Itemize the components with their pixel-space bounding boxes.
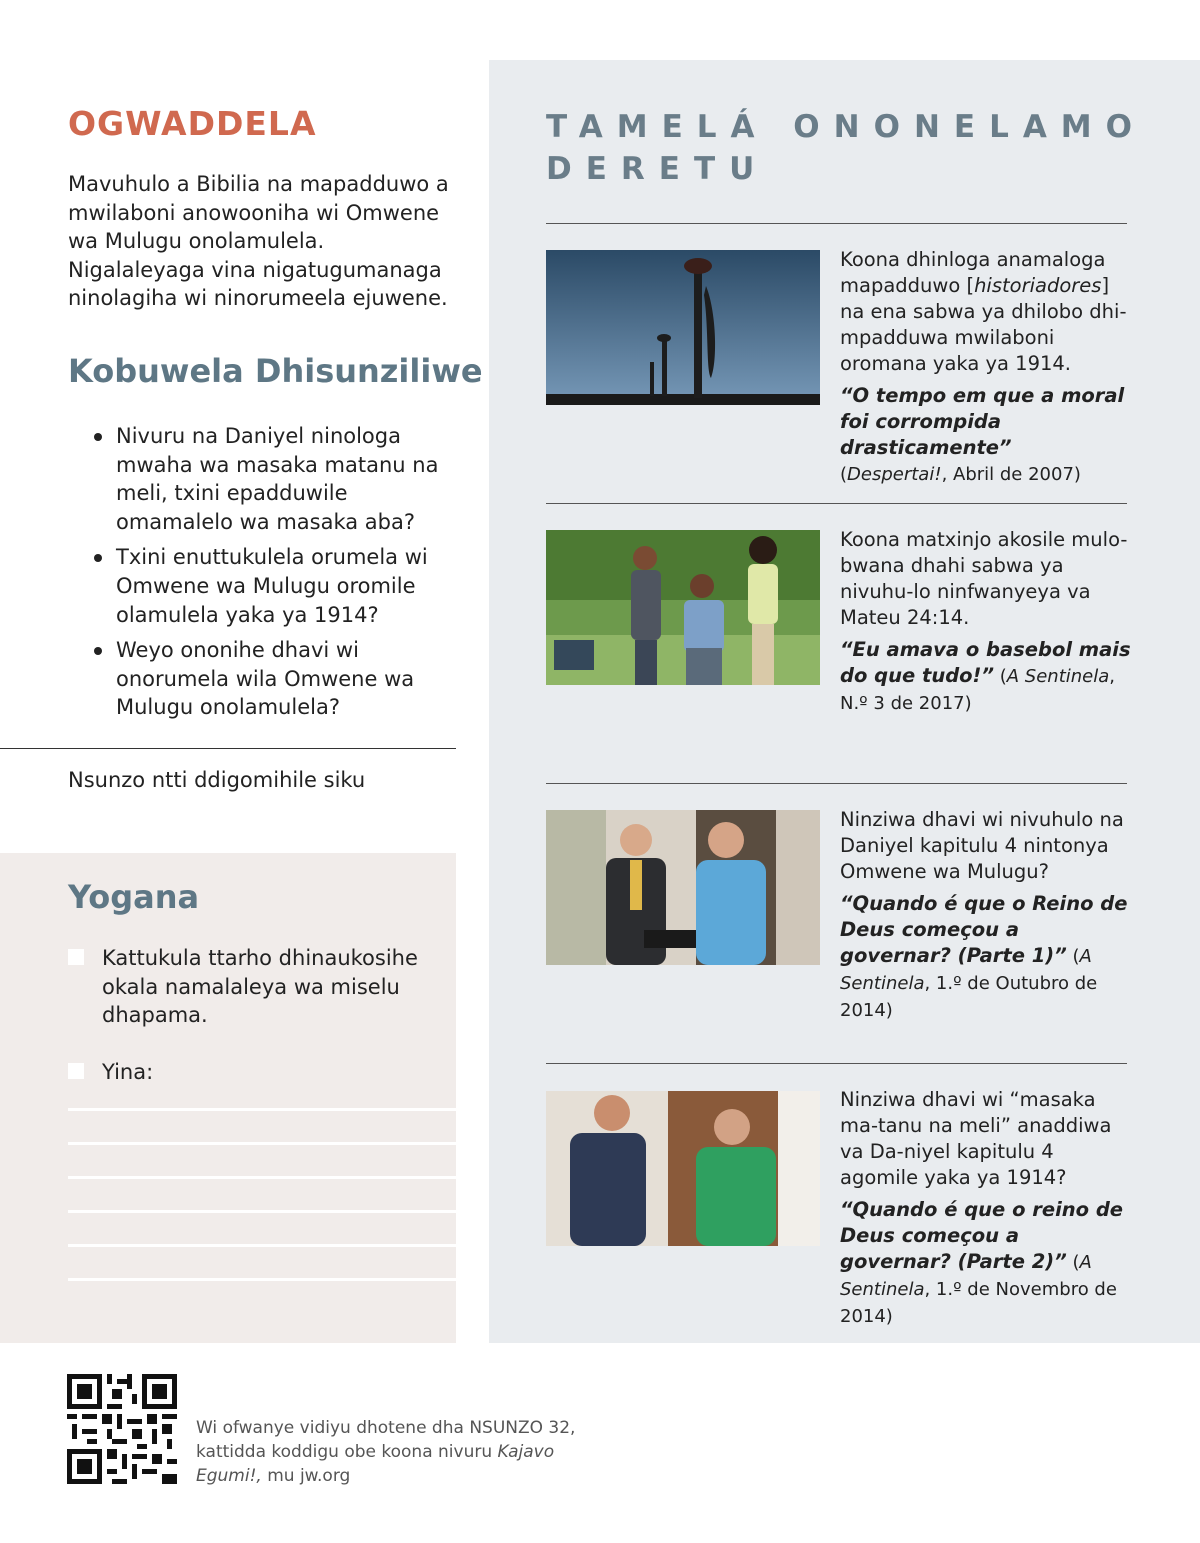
footer-text: Wi ofwanye vidiyu dhotene dha NSUNZO 32, kattidda koddigu obe koona nivuru Kajavo Egumi!, mu jw.org — [196, 1418, 576, 1486]
write-line[interactable] — [68, 1210, 456, 1213]
write-line[interactable] — [68, 1244, 456, 1247]
review-question: Weyo ononihe dhavi wi onorumela wila Omwene wa Mulugu onolamulela? — [90, 636, 460, 722]
checkbox[interactable] — [68, 949, 84, 965]
review-question-list — [90, 422, 460, 729]
resource-source: (A Sentinela, 1.º de Outubro de 2014) — [840, 946, 1098, 1021]
family-baseball-image — [546, 530, 820, 685]
resource-link-title[interactable]: “Quando é que o reino de Deus começou a governar? (Parte 2)” (A Sentinela, 1.º de Novembro de 2014) — [840, 1198, 1124, 1327]
divider — [546, 503, 1127, 504]
resource-link-title[interactable]: “Quando é que o Reino de Deus começou a governar? (Parte 1)” (A Sentinela, 1.º de Outubro de 2014) — [840, 892, 1128, 1021]
doorway-conversation-image — [546, 1091, 820, 1246]
resource-item — [840, 247, 1132, 488]
resource-question: Koona matxinjo akosile mulo-bwana dhahi sabwa ya nivuhu-lo ninfwanyeya va Mateu 24:14. — [840, 528, 1128, 629]
resources-heading: TAMELÁ ONONELAMO DERETU — [546, 109, 1147, 187]
checkbox[interactable] — [68, 1063, 84, 1079]
song-text: Nsunzo ntti ddigomihile siku — [68, 768, 366, 792]
resource-item — [840, 807, 1132, 1024]
resource-item — [840, 527, 1132, 717]
resource-source: (A Sentinela, N.º 3 de 2017) — [840, 666, 1116, 714]
try-item-label: Yina: — [102, 1060, 154, 1084]
resource-link-title[interactable]: “O tempo em que a moral foi corrompida drasticamente” — [840, 384, 1125, 459]
memorial-silhouette-image — [546, 250, 820, 405]
write-line[interactable] — [68, 1142, 456, 1145]
try-checkbox-item[interactable] — [68, 944, 448, 1030]
summary-text: Mavuhulo a Bibilia na mapadduwo a mwilaboni anowooniha wi Omwene wa Mulugu onolamulela. Nigalaleyaga vina nigatugumanaga ninolagiha wi ninorumeela ejuwene. — [68, 172, 449, 311]
divider — [546, 783, 1127, 784]
divider — [546, 1063, 1127, 1064]
try-box — [0, 853, 456, 1343]
write-line[interactable] — [68, 1176, 456, 1179]
resource-source: (A Sentinela, 1.º de Novembro de 2014) — [840, 1252, 1117, 1327]
try-heading: Yogana — [68, 878, 200, 916]
try-item-label: Kattukula ttarho dhinaukosihe okala namalaleya wa miselu dhapama. — [102, 946, 418, 1028]
resource-question: Ninziwa dhavi wi nivuhulo na Daniyel kapitulu 4 nintonya Omwene wa Mulugu? — [840, 808, 1124, 883]
resource-question: Ninziwa dhavi wi “masaka ma-tanu na meli” anaddiwa va Da-niyel kapitulu 4 agomile yaka ya 1914? — [840, 1088, 1112, 1189]
review-question: Txini enuttukulela orumela wi Omwene wa Mulugu oromile olamulela yaka ya 1914? — [90, 543, 460, 629]
review-question: Nivuru na Daniyel ninologa mwaha wa masaka matanu na meli, txini epadduwile omamalelo wa masaka aba? — [90, 422, 460, 536]
divider — [546, 223, 1127, 224]
write-line[interactable] — [68, 1278, 456, 1281]
write-line[interactable] — [68, 1108, 456, 1111]
two-men-talking-image — [546, 810, 820, 965]
summary-heading: OGWADDELA — [68, 104, 317, 143]
resource-question: Koona dhinloga anamaloga mapadduwo [historiadores] na ena sabwa ya dhilobo dhi-mpadduwa mwilaboni oromana yaka ya 1914. — [840, 248, 1127, 375]
resource-link-title[interactable]: “Eu amava o basebol mais do que tudo!” (A Sentinela, N.º 3 de 2017) — [840, 638, 1131, 714]
resource-source: (Despertai!, Abril de 2007) — [840, 464, 1081, 485]
divider — [0, 748, 456, 749]
resource-item — [840, 1087, 1132, 1330]
try-checkbox-item[interactable] — [68, 1058, 448, 1087]
review-heading: Kobuwela Dhisunziliwe — [68, 352, 483, 390]
qr-code-icon[interactable] — [67, 1374, 177, 1484]
